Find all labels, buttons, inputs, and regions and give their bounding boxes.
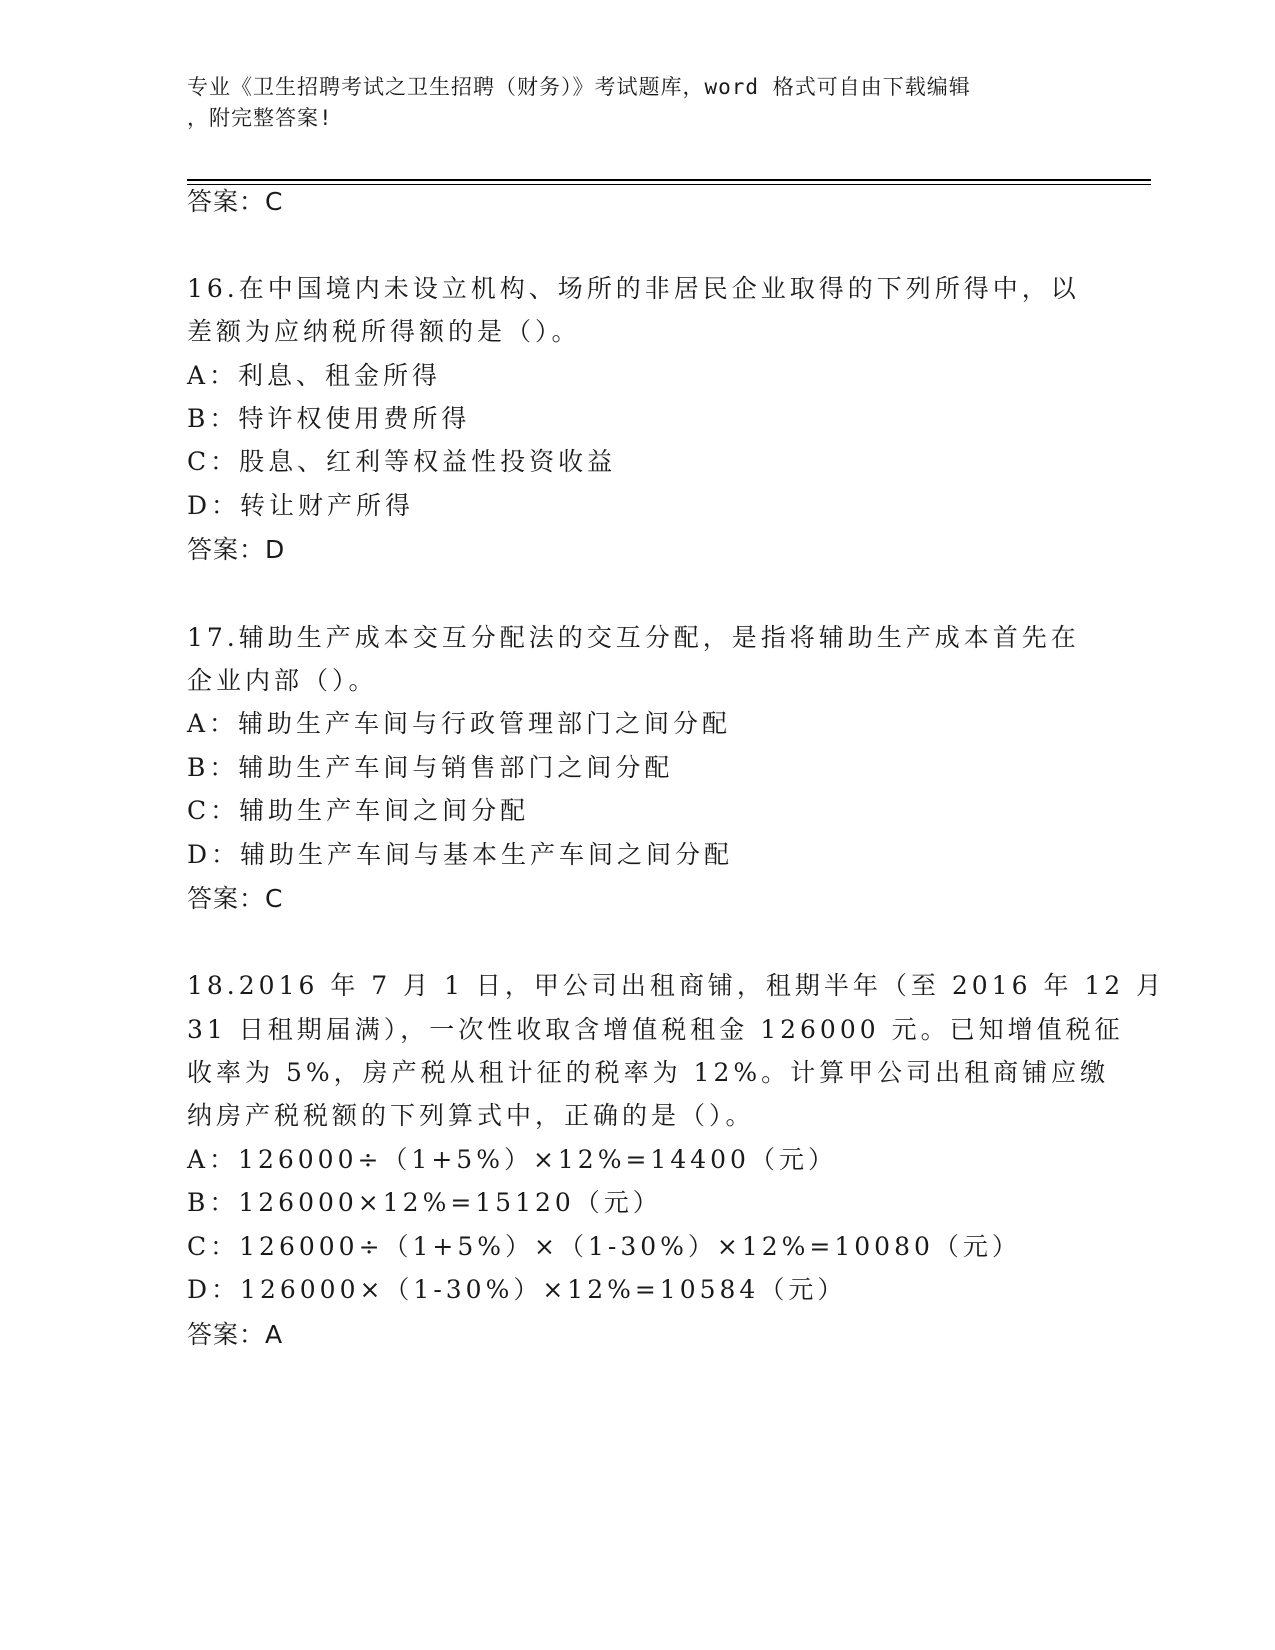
option-c: C：126000÷（1+5%）×（1-30%）×12%=10080（元） <box>187 1232 1021 1261</box>
answer-line <box>187 533 285 567</box>
option-b: B：126000×12%=15120（元） <box>187 1188 662 1217</box>
header-line-2: ，附完整答案! <box>187 106 333 130</box>
question-text: 企业内部（）。 <box>187 666 378 695</box>
question-text: 18.2016 年 7 月 1 日，甲公司出租商铺，租期半年（至 2016 年 12 月 <box>187 971 1166 1000</box>
header-line-1: 专业《卫生招聘考试之卫生招聘（财务）》考试题库，word 格式可自由下载编辑 <box>187 75 971 99</box>
header-divider <box>187 179 1151 181</box>
option-a: A：126000÷（1+5%）×12%=14400（元） <box>187 1145 837 1174</box>
option-b: B：辅助生产车间与销售部门之间分配 <box>187 753 674 782</box>
option-a: A：辅助生产车间与行政管理部门之间分配 <box>187 709 732 738</box>
question-text: 17.辅助生产成本交互分配法的交互分配，是指将辅助生产成本首先在 <box>187 623 1080 652</box>
option-b: B：特许权使用费所得 <box>187 404 471 433</box>
page-header <box>187 72 1087 134</box>
question-text: 16.在中国境内未设立机构、场所的非居民企业取得的下列所得中，以 <box>187 274 1080 303</box>
option-c: C：股息、红利等权益性投资收益 <box>187 447 617 476</box>
answer-prefix: 答案： <box>187 535 266 564</box>
answer-value: C <box>265 187 284 216</box>
question-text: 31 日租期届满），一次性收取含增值税租金 126000 元。已知增值税征 <box>187 1015 1124 1044</box>
option-d: D：辅助生产车间与基本生产车间之间分配 <box>187 840 734 869</box>
answer-value: C <box>265 884 284 913</box>
option-d: D：126000×（1-30%）×12%=10584（元） <box>187 1275 847 1304</box>
answer-prefix: 答案： <box>187 884 266 913</box>
header-divider-thin <box>187 184 1151 185</box>
answer-prefix: 答案： <box>187 187 266 216</box>
answer-prefix: 答案： <box>187 1320 266 1349</box>
question-text: 差额为应纳税所得额的是（）。 <box>187 317 581 346</box>
answer-value: D <box>265 535 286 564</box>
question-text: 收率为 5%，房产税从租计征的税率为 12%。计算甲公司出租商铺应缴 <box>187 1058 1110 1087</box>
answer-line <box>187 1318 283 1352</box>
question-text: 纳房产税税额的下列算式中，正确的是（）。 <box>187 1101 755 1130</box>
option-d: D：转让财产所得 <box>187 491 415 520</box>
answer-value: A <box>265 1320 284 1349</box>
answer-line <box>187 882 283 916</box>
answer-line <box>187 185 283 219</box>
option-c: C：辅助生产车间之间分配 <box>187 796 530 825</box>
option-a: A：利息、租金所得 <box>187 361 442 390</box>
